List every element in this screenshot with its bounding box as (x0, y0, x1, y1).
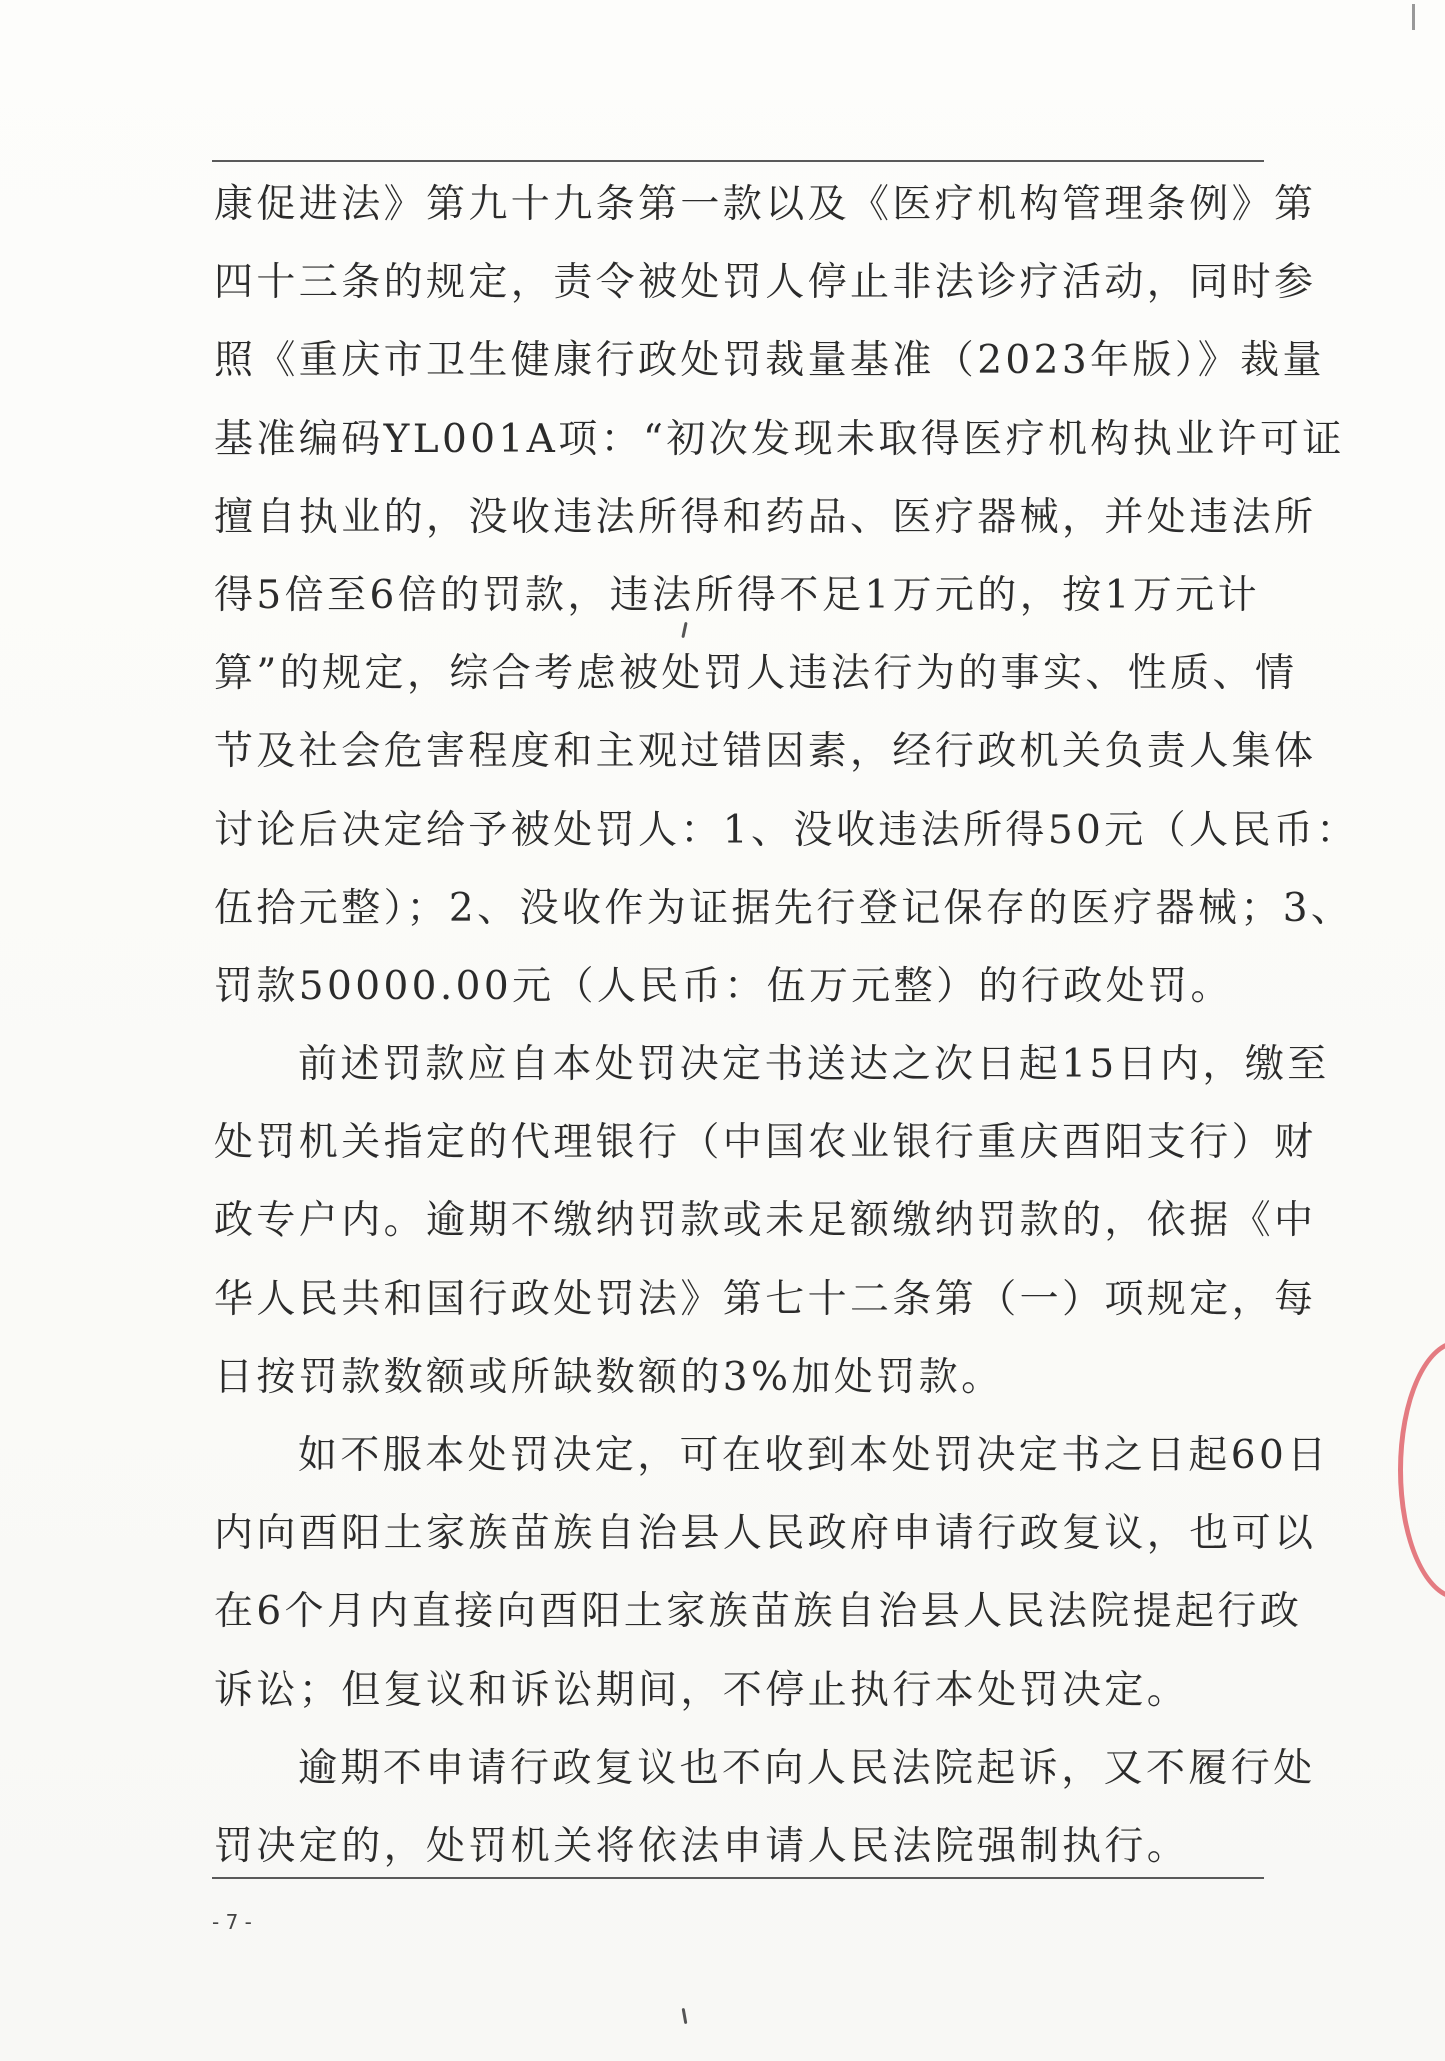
text-line: 四十三条的规定，责令被处罚人停止非法诊疗活动，同时参 (214, 260, 1317, 306)
text-line: 政专户内。逾期不缴纳罚款或未足额缴纳罚款的，依据《中 (214, 1198, 1317, 1244)
paragraph-start-line: 前述罚款应自本处罚决定书送达之次日起15日内，缴至 (298, 1042, 1330, 1088)
text-line: 擅自执业的，没收违法所得和药品、医疗器械，并处违法所 (214, 494, 1317, 540)
text-line: 得5倍至6倍的罚款，违法所得不足1万元的，按1万元计 (214, 572, 1260, 618)
text-line: 伍拾元整）；2、没收作为证据先行登记保存的医疗器械；3、 (214, 885, 1354, 931)
text-line: 处罚机关指定的代理银行（中国农业银行重庆酉阳支行）财 (214, 1120, 1317, 1166)
text-line: 基准编码YL001A项：“初次发现未取得医疗机构执业许可证 (214, 416, 1345, 462)
paragraph-start-line: 如不服本处罚决定，可在收到本处罚决定书之日起60日 (298, 1433, 1330, 1478)
text-line: 算”的规定，综合考虑被处罚人违法行为的事实、性质、情 (214, 651, 1298, 697)
scan-speck (682, 2008, 688, 2024)
text-line: 罚决定的，处罚机关将依法申请人民法院强制执行。 (214, 1823, 1190, 1869)
text-line: 节及社会危害程度和主观过错因素，经行政机关负责人集体 (214, 729, 1317, 775)
text-line: 华人民共和国行政处罚法》第七十二条第（一）项规定，每 (214, 1276, 1317, 1322)
text-line: 诉讼；但复议和诉讼期间，不停止执行本处罚决定。 (214, 1667, 1190, 1713)
seal-stamp-partial (1398, 1340, 1445, 1600)
text-line: 在6个月内直接向酉阳土家族苗族自治县人民法院提起行政 (214, 1589, 1303, 1635)
paragraph-start-line: 逾期不申请行政复议也不向人民法院起诉，又不履行处 (298, 1745, 1316, 1791)
text-line: 罚款50000.00元（人民币：伍万元整）的行政处罚。 (214, 963, 1233, 1009)
bottom-rule (212, 1877, 1264, 1879)
page-number: - 7 - (212, 1910, 252, 1934)
text-line: 康促进法》第九十九条第一款以及《医疗机构管理条例》第 (214, 182, 1317, 227)
scan-mark (1412, 4, 1415, 30)
text-line: 日按罚款数额或所缺数额的3%加处罚款。 (214, 1354, 1004, 1400)
document-body (214, 166, 1359, 1886)
text-line: 讨论后决定给予被处罚人：1、没收违法所得50元（人民币： (214, 807, 1359, 853)
text-line: 照《重庆市卫生健康行政处罚裁量基准（2023年版）》裁量 (214, 338, 1325, 384)
text-line: 内向酉阳土家族苗族自治县人民政府申请行政复议，也可以 (214, 1511, 1317, 1557)
top-rule (212, 160, 1264, 162)
